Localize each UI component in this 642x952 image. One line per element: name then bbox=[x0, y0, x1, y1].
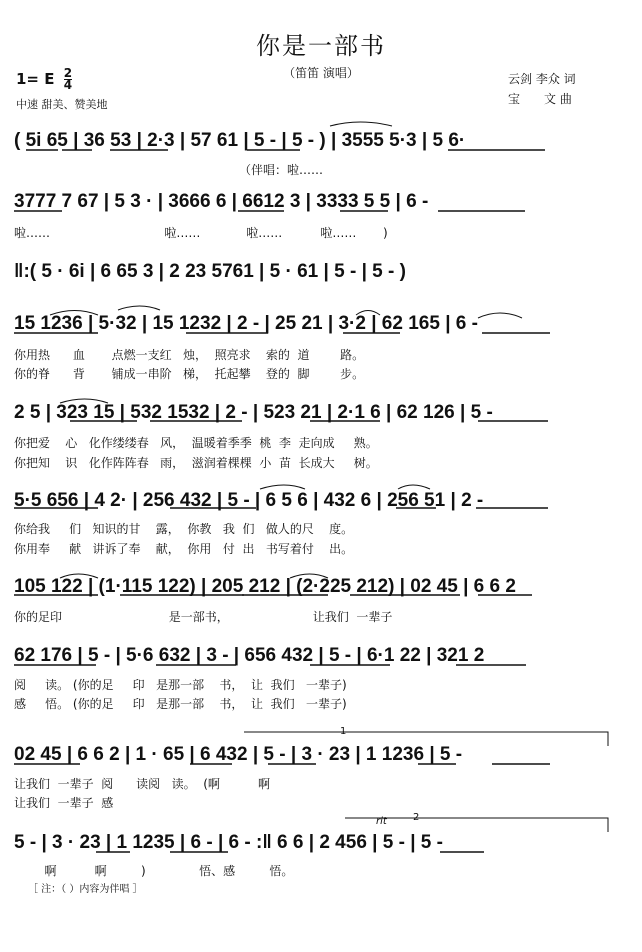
stave-8: 62 176 | 5 - | 5·6 632 | 3 - | 656 432 | 5 - | 6·1 22 | 321 2 bbox=[14, 645, 485, 666]
tie bbox=[330, 122, 392, 126]
lyric-line: 你的足印 是一部书， 让我们 一辈子 bbox=[14, 610, 393, 624]
time-signature bbox=[64, 68, 72, 91]
lyricist-credit: 云剑 李众 词 bbox=[508, 72, 576, 86]
lyric-line: （伴唱：啦…… bbox=[14, 163, 324, 177]
singer-credit: （笛笛 演唱） bbox=[283, 66, 359, 80]
lyric-line: 你用热 血 点燃一支红 烛， 照亮求 索的 道 路。 bbox=[14, 348, 365, 362]
key-signature bbox=[16, 68, 72, 91]
lyric-line: 你的脊 背 铺成一串阶 梯， 托起攀 登的 脚 步。 bbox=[14, 367, 365, 381]
volta-1-number: 1 bbox=[340, 726, 347, 737]
stave-10: 5 - | 3 · 23 | 1 1235 | 6 - | 6 - :‖ 6 6 | 2 456 | 5 - | 5 - bbox=[14, 832, 443, 853]
stave-1: ( 5i 65 | 36 53 | 2·3 | 57 61 | 5 - | 5 - ) | 3555 5·3 | 5 6· bbox=[14, 130, 466, 151]
composer-credit: 宝 文 曲 bbox=[508, 92, 572, 106]
stave-6: 5·5 656 | 4 2· | 256 432 | 5 - | 6 5 6 | 432 6 | 256 51 | 2 - bbox=[14, 490, 484, 511]
tie bbox=[118, 306, 160, 310]
lyric-line: 让我们 一辈子 阅 读阅 读。 (啊 啊 bbox=[14, 777, 271, 791]
volta-2-number: 2 bbox=[413, 812, 420, 823]
time-denominator: 4 bbox=[63, 78, 73, 92]
stave-5: 2 5 | 323 15 | 532 1532 | 2 - | 523 21 | 2·1 6 | 62 126 | 5 - bbox=[14, 402, 493, 423]
lyric-line: 啊 啊 ) 悟、感 悟。 bbox=[14, 864, 294, 878]
footnote: ［ 注：（ ）内容为伴唱 ］ bbox=[28, 884, 143, 895]
lyric-line: 你用奉 献 讲诉了奉 献， 你用 付 出 书写着付 出。 bbox=[14, 542, 354, 556]
tempo-marking: 中速 甜美、赞美地 bbox=[16, 98, 108, 111]
lyric-line: 啦…… 啦…… 啦…… 啦…… ) bbox=[14, 226, 388, 240]
key-label: 1= E bbox=[16, 70, 55, 88]
lyric-line: 你把知 识 化作阵阵春 雨， 滋润着棵棵 小 苗 长成大 树。 bbox=[14, 456, 378, 470]
tie bbox=[398, 485, 430, 489]
lyric-line: 你把爱 心 化作缕缕春 风， 温暖着季季 桃 李 走向成 熟。 bbox=[14, 436, 378, 450]
stave-4: 15 1236 | 5·32 | 15 1232 | 2 - | 25 21 | 3·2 | 62 165 | 6 - bbox=[14, 313, 478, 334]
stave-7: 105 122 | (1·115 122) | 205 212 | (2·225 212) | 02 45 | 6 6 2 bbox=[14, 576, 516, 597]
stave-9: 02 45 | 6 6 2 | 1 · 65 | 6 432 | 5 - | 3 · 23 | 1 1236 | 5 - bbox=[14, 744, 463, 765]
stave-2: 3777 7 67 | 5 3 · | 3666 6 | 6612 3 | 3333 5 5 | 6 - bbox=[14, 191, 429, 212]
lyric-line: 你给我 们 知识的甘 露， 你教 我 们 做人的尺 度。 bbox=[14, 522, 354, 536]
lyric-line: 让我们 一辈子 感 bbox=[14, 796, 114, 810]
lyric-line: 感 悟。 (你的足 印 是那一部 书， 让 我们 一辈子) bbox=[14, 697, 347, 711]
tie bbox=[260, 485, 305, 489]
song-title: 你是一部书 bbox=[256, 32, 386, 60]
ritardando-mark: rit bbox=[376, 816, 387, 827]
time-numerator: 2 bbox=[63, 66, 73, 80]
lyric-line: 阅 读。 (你的足 印 是那一部 书， 让 我们 一辈子) bbox=[14, 678, 347, 692]
stave-3: ‖:( 5 · 6i | 6 65 3 | 2 23 5761 | 5 · 61 | 5 - | 5 - ) bbox=[14, 261, 406, 282]
